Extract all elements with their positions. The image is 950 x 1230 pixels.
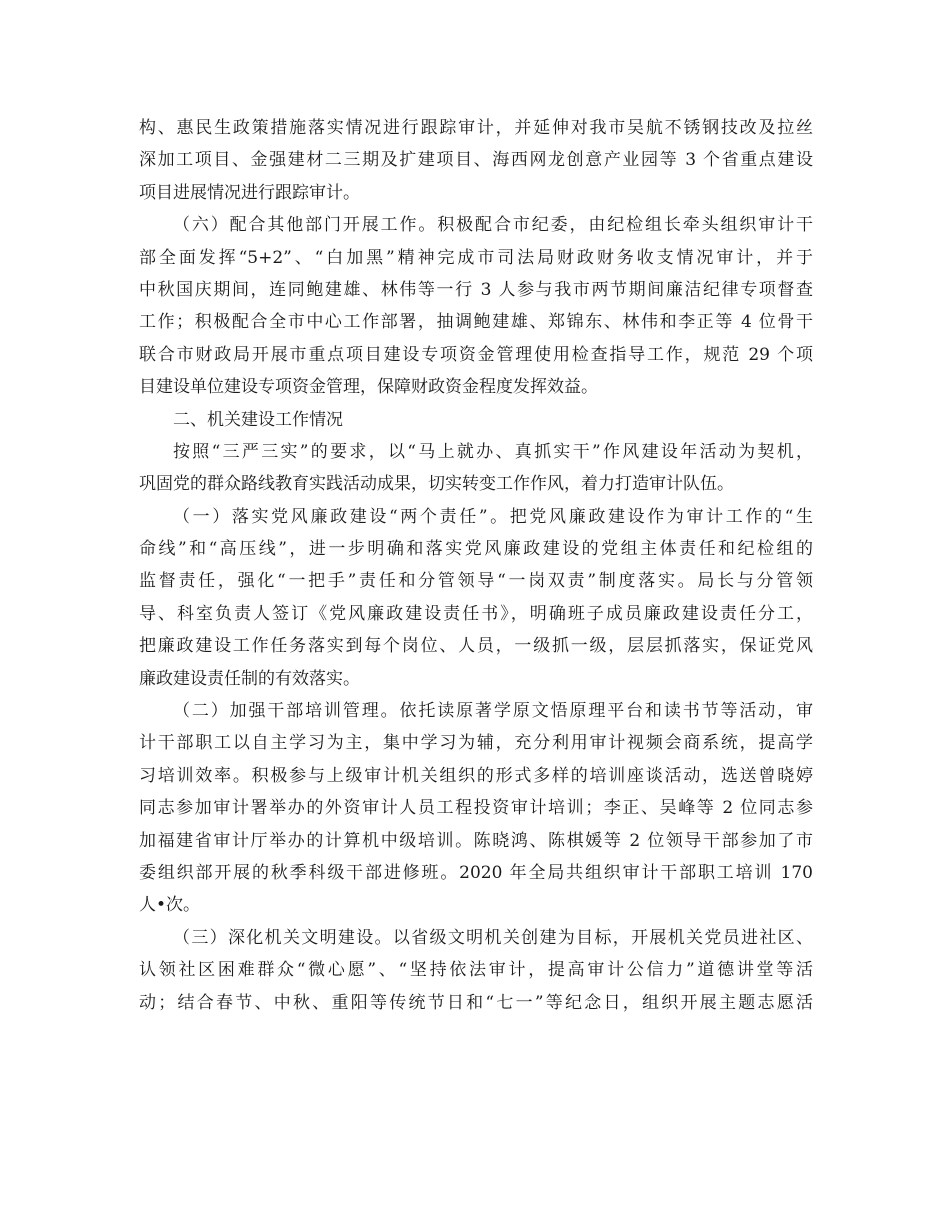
text-line: 工作；积极配合全市中心工作部署，抽调鲍建雄、郑锦东、林伟和李正等 4 位骨干 — [139, 312, 813, 333]
text-line: 习培训效率。积极参与上级审计机关组织的形式多样的培训座谈活动，选送曾晓婷 — [139, 765, 813, 786]
document-body — [139, 112, 813, 1019]
text-line: 导、科室负责人签订《党风廉政建设责任书》，明确班子成员廉政建设责任分工， — [139, 603, 813, 624]
text-line: 监督责任，强化“一把手”责任和分管领导“一岗双责”制度落实。局长与分管领 — [139, 571, 813, 592]
text-line: （二）加强干部培训管理。依托读原著学原文悟原理平台和读书节等活动，审 — [173, 701, 813, 722]
text-line: 人•次。 — [139, 895, 201, 916]
text-line: 加福建省审计厅举办的计算机中级培训。陈晓鸿、陈棋媛等 2 位领导干部参加了市 — [139, 830, 813, 851]
text-line: （三）深化机关文明建设。以省级文明机关创建为目标，开展机关党员进社区、 — [173, 927, 813, 948]
text-line: 联合市财政局开展市重点项目建设专项资金管理使用检查指导工作，规范 29 个项 — [139, 344, 813, 365]
text-line: 项目进展情况进行跟踪审计。 — [139, 182, 360, 203]
text-line: 命线”和“高压线”，进一步明确和落实党风廉政建设的党组主体责任和纪检组的 — [139, 539, 813, 560]
text-line: 把廉政建设工作任务落实到每个岗位、人员，一级抓一级，层层抓落实，保证党风 — [139, 636, 813, 657]
text-line: 部全面发挥“5+2”、“白加黑”精神完成市司法局财政财务收支情况审计，并于 — [139, 247, 813, 268]
text-line: 巩固党的群众路线教育实践活动成果，切实转变工作作风，着力打造审计队伍。 — [139, 474, 734, 495]
text-line: 深加工项目、金强建材二三期及扩建项目、海西网龙创意产业园等 3 个省重点建设 — [139, 150, 813, 171]
text-line: 二、机关建设工作情况 — [173, 409, 343, 430]
text-line: 按照“三严三实”的要求，以“马上就办、真抓实干”作风建设年活动为契机， — [173, 441, 813, 462]
text-line: 构、惠民生政策措施落实情况进行跟踪审计，并延伸对我市吴航不锈钢技改及拉丝 — [139, 118, 813, 138]
text-line: 廉政建设责任制的有效落实。 — [139, 668, 360, 689]
text-line: （一）落实党风廉政建设“两个责任”。把党风廉政建设作为审计工作的“生 — [173, 506, 813, 527]
text-line: （六）配合其他部门开展工作。积极配合市纪委，由纪检组长牵头组织审计干 — [173, 215, 813, 236]
text-line: 计干部职工以自主学习为主，集中学习为辅，充分利用审计视频会商系统，提高学 — [139, 733, 813, 754]
text-line: 认领社区困难群众“微心愿”、“坚持依法审计，提高审计公信力”道德讲堂等活 — [139, 960, 813, 981]
text-line: 动；结合春节、中秋、重阳等传统节日和“七一”等纪念日，组织开展主题志愿活 — [139, 992, 813, 1013]
text-line: 中秋国庆期间，连同鲍建雄、林伟等一行 3 人参与我市两节期间廉洁纪律专项督查 — [139, 279, 813, 300]
text-line: 委组织部开展的秋季科级干部进修班。2020 年全局共组织审计干部职工培训 170 — [139, 862, 813, 883]
text-line: 目建设单位建设专项资金管理，保障财政资金程度发挥效益。 — [139, 377, 598, 398]
text-line: 同志参加审计署举办的外资审计人员工程投资审计培训；李正、吴峰等 2 位同志参 — [139, 798, 813, 819]
